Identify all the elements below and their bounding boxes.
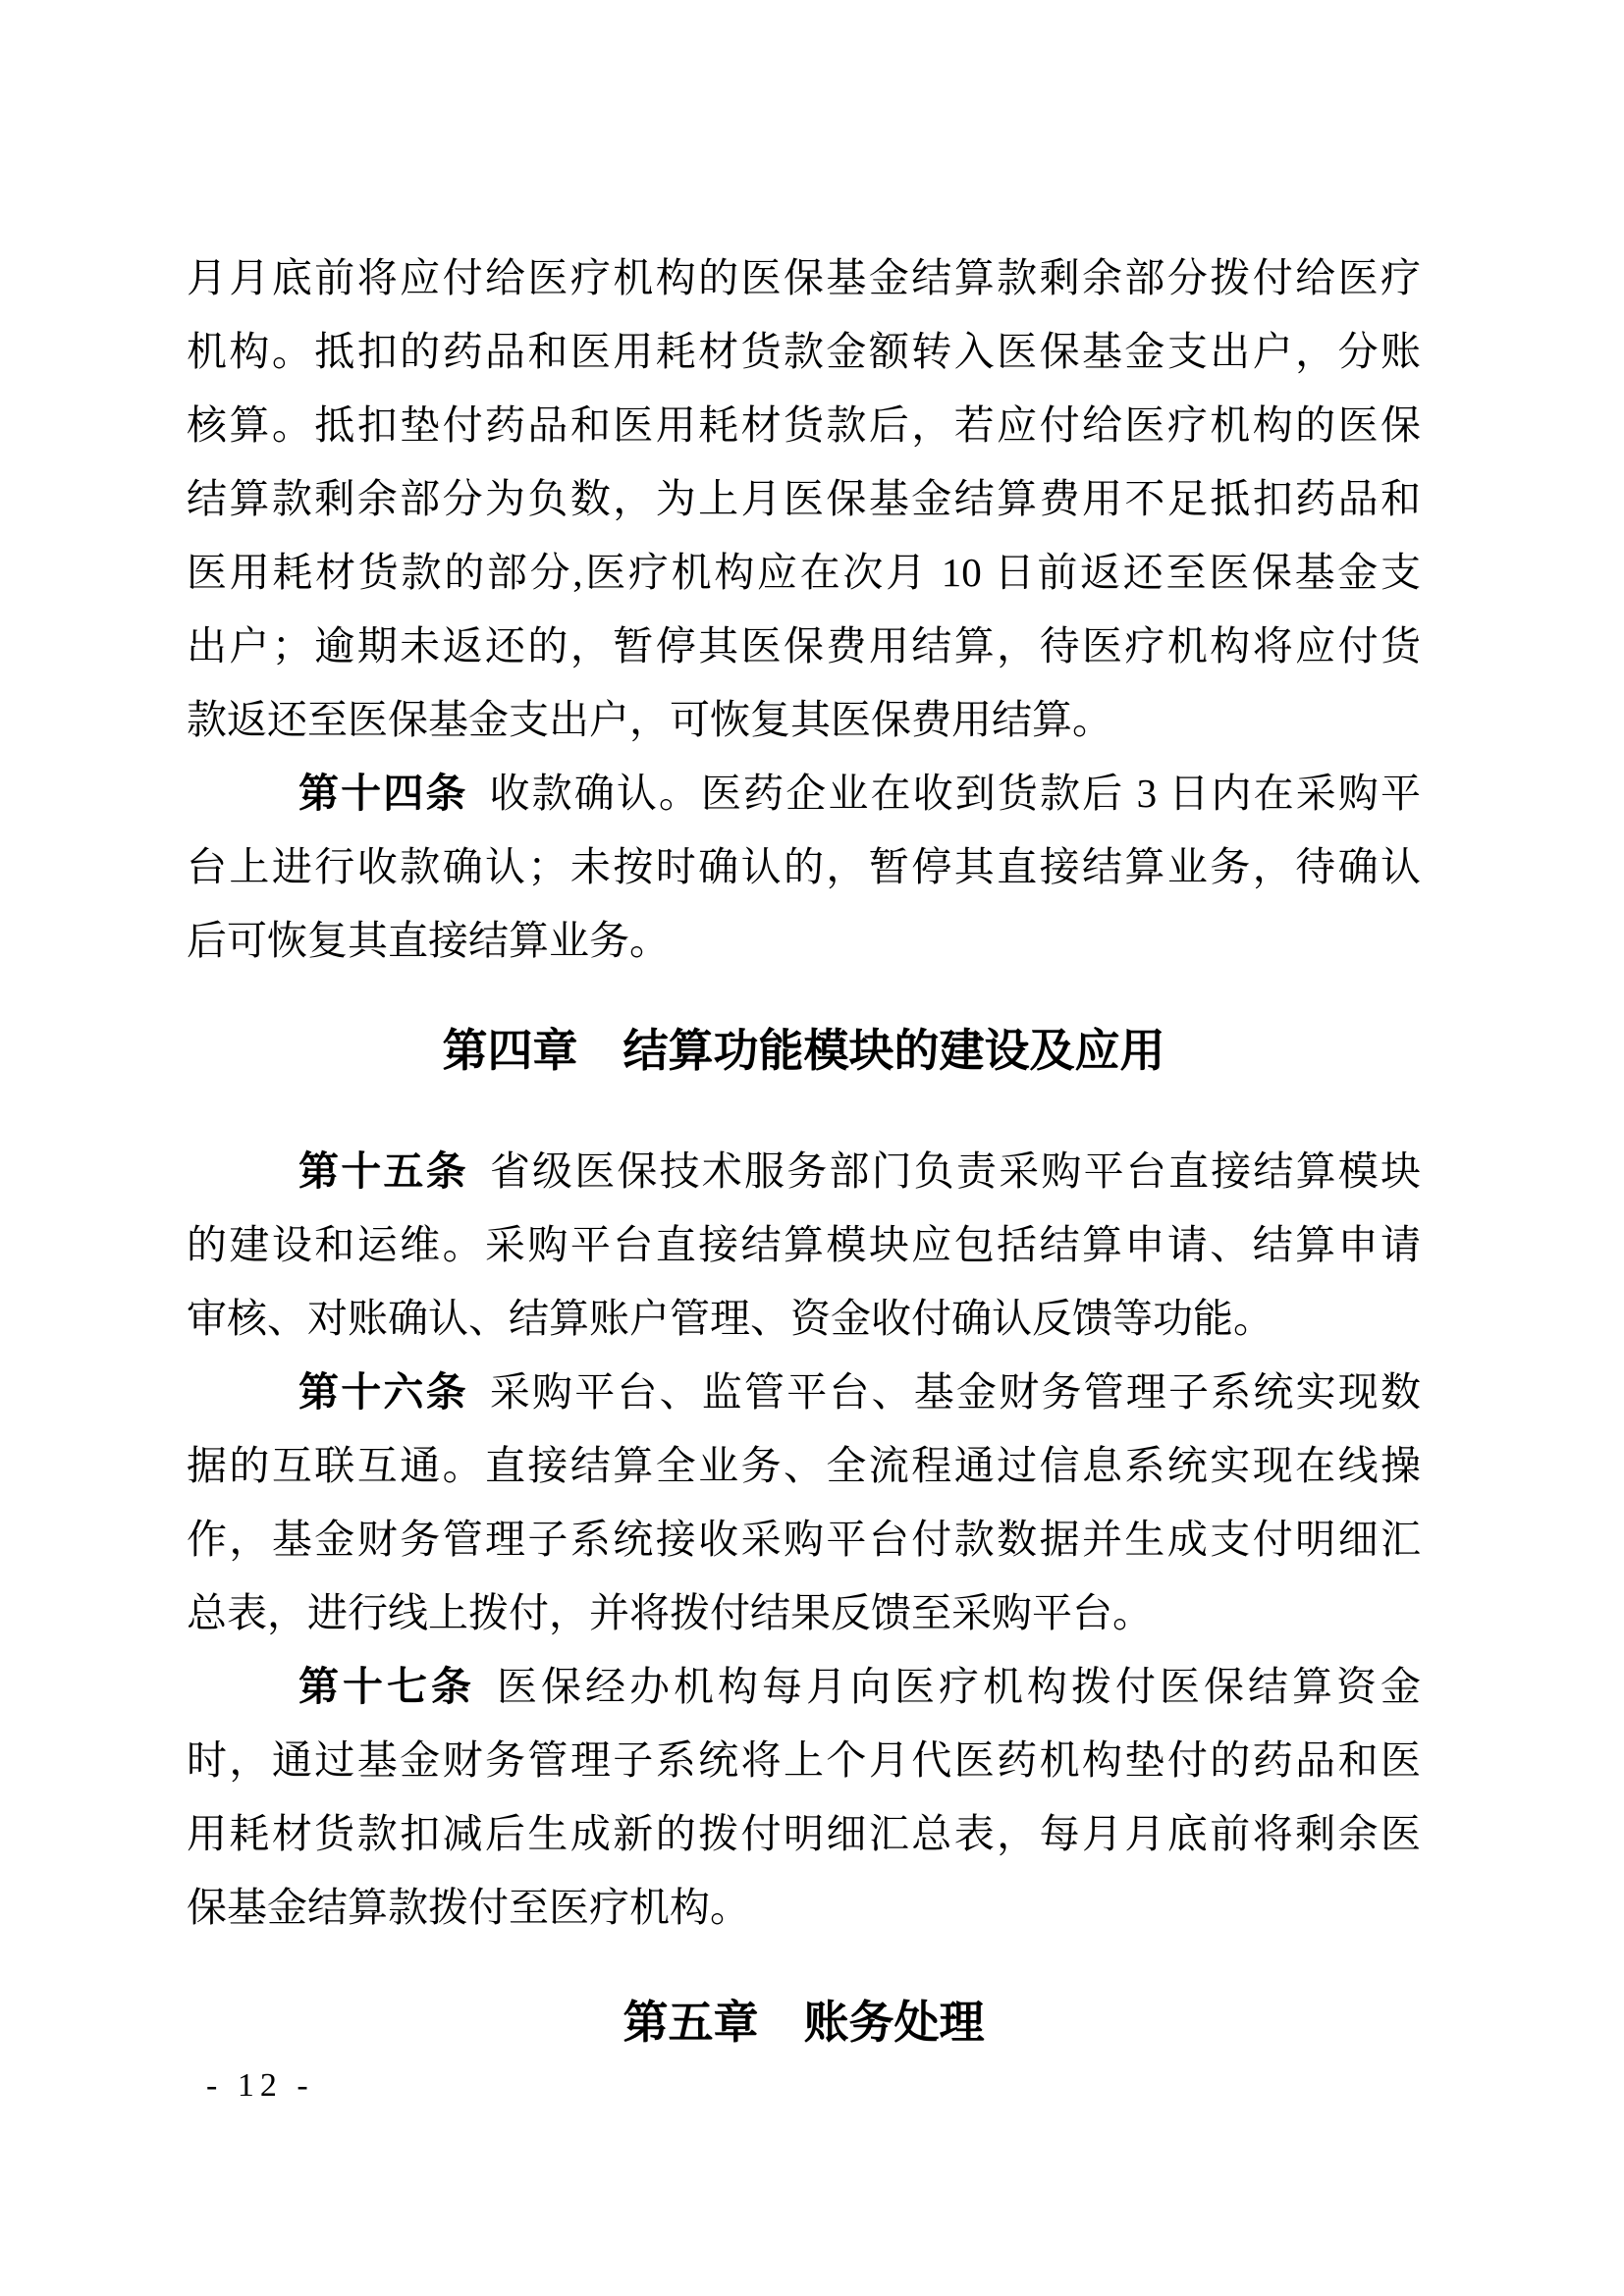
body-line: 据的互联互通。直接结算全业务、全流程通过信息系统实现在线操 bbox=[187, 1443, 1421, 1488]
body-line: 机构。抵扣的药品和医用耗材货款金额转入医保基金支出户，分账 bbox=[187, 329, 1421, 374]
body-line: 保基金结算款拨付至医疗机构。 bbox=[187, 1885, 750, 1930]
body-line: 时，通过基金财务管理子系统将上个月代医药机构垫付的药品和医 bbox=[187, 1737, 1421, 1783]
article-17-number: 第十七条 bbox=[298, 1664, 475, 1709]
article-17-lead-line bbox=[187, 1650, 1421, 1724]
article-14-text: 收款确认。医药企业在收到货款后 3 日内在采购平 bbox=[489, 771, 1422, 816]
article-14-number: 第十四条 bbox=[298, 771, 468, 816]
body-line: 核算。抵扣垫付药品和医用耗材货款后，若应付给医疗机构的医保 bbox=[187, 402, 1421, 448]
article-16-text: 采购平台、监管平台、基金财务管理子系统实现数 bbox=[489, 1369, 1422, 1415]
article-15-number: 第十五条 bbox=[298, 1148, 468, 1194]
body-line: 作，基金财务管理子系统接收采购平台付款数据并生成支付明细汇 bbox=[187, 1517, 1421, 1562]
body-line: 医用耗材货款的部分,医疗机构应在次月 10 日前返还至医保基金支 bbox=[187, 550, 1421, 595]
article-17-text: 医保经办机构每月向医疗机构拨付医保结算资金 bbox=[497, 1664, 1421, 1709]
body-line: 出户；逾期未返还的，暂停其医保费用结算，待医疗机构将应付货 bbox=[187, 623, 1421, 668]
article-16-lead-line bbox=[187, 1356, 1421, 1429]
chapter-4-heading: 第四章 结算功能模块的建设及应用 bbox=[442, 1025, 1165, 1076]
article-16-number: 第十六条 bbox=[298, 1369, 468, 1415]
body-line: 结算款剩余部分为负数，为上月医保基金结算费用不足抵扣药品和 bbox=[187, 476, 1421, 521]
body-line: 的建设和运维。采购平台直接结算模块应包括结算申请、结算申请 bbox=[187, 1222, 1421, 1267]
body-line: 审核、对账确认、结算账户管理、资金收付确认反馈等功能。 bbox=[187, 1296, 1273, 1341]
article-14-lead-line bbox=[187, 757, 1421, 830]
body-line: 台上进行收款确认；未按时确认的，暂停其直接结算业务，待确认 bbox=[187, 844, 1421, 889]
article-15-lead-line bbox=[187, 1135, 1421, 1208]
chapter-5-heading: 第五章 账务处理 bbox=[623, 1997, 985, 2048]
body-line: 款返还至医保基金支出户，可恢复其医保费用结算。 bbox=[187, 697, 1112, 742]
article-15-text: 省级医保技术服务部门负责采购平台直接结算模块 bbox=[489, 1148, 1422, 1194]
body-line: 用耗材货款扣减后生成新的拨付明细汇总表，每月月底前将剩余医 bbox=[187, 1811, 1421, 1856]
document-body bbox=[187, 241, 1421, 2059]
body-line: 月月底前将应付给医疗机构的医保基金结算款剩余部分拨付给医疗 bbox=[187, 255, 1421, 300]
body-line: 总表，进行线上拨付，并将拨付结果反馈至采购平台。 bbox=[187, 1590, 1153, 1635]
page-number: - 12 - bbox=[206, 2067, 314, 2104]
body-line: 后可恢复其直接结算业务。 bbox=[187, 918, 670, 963]
